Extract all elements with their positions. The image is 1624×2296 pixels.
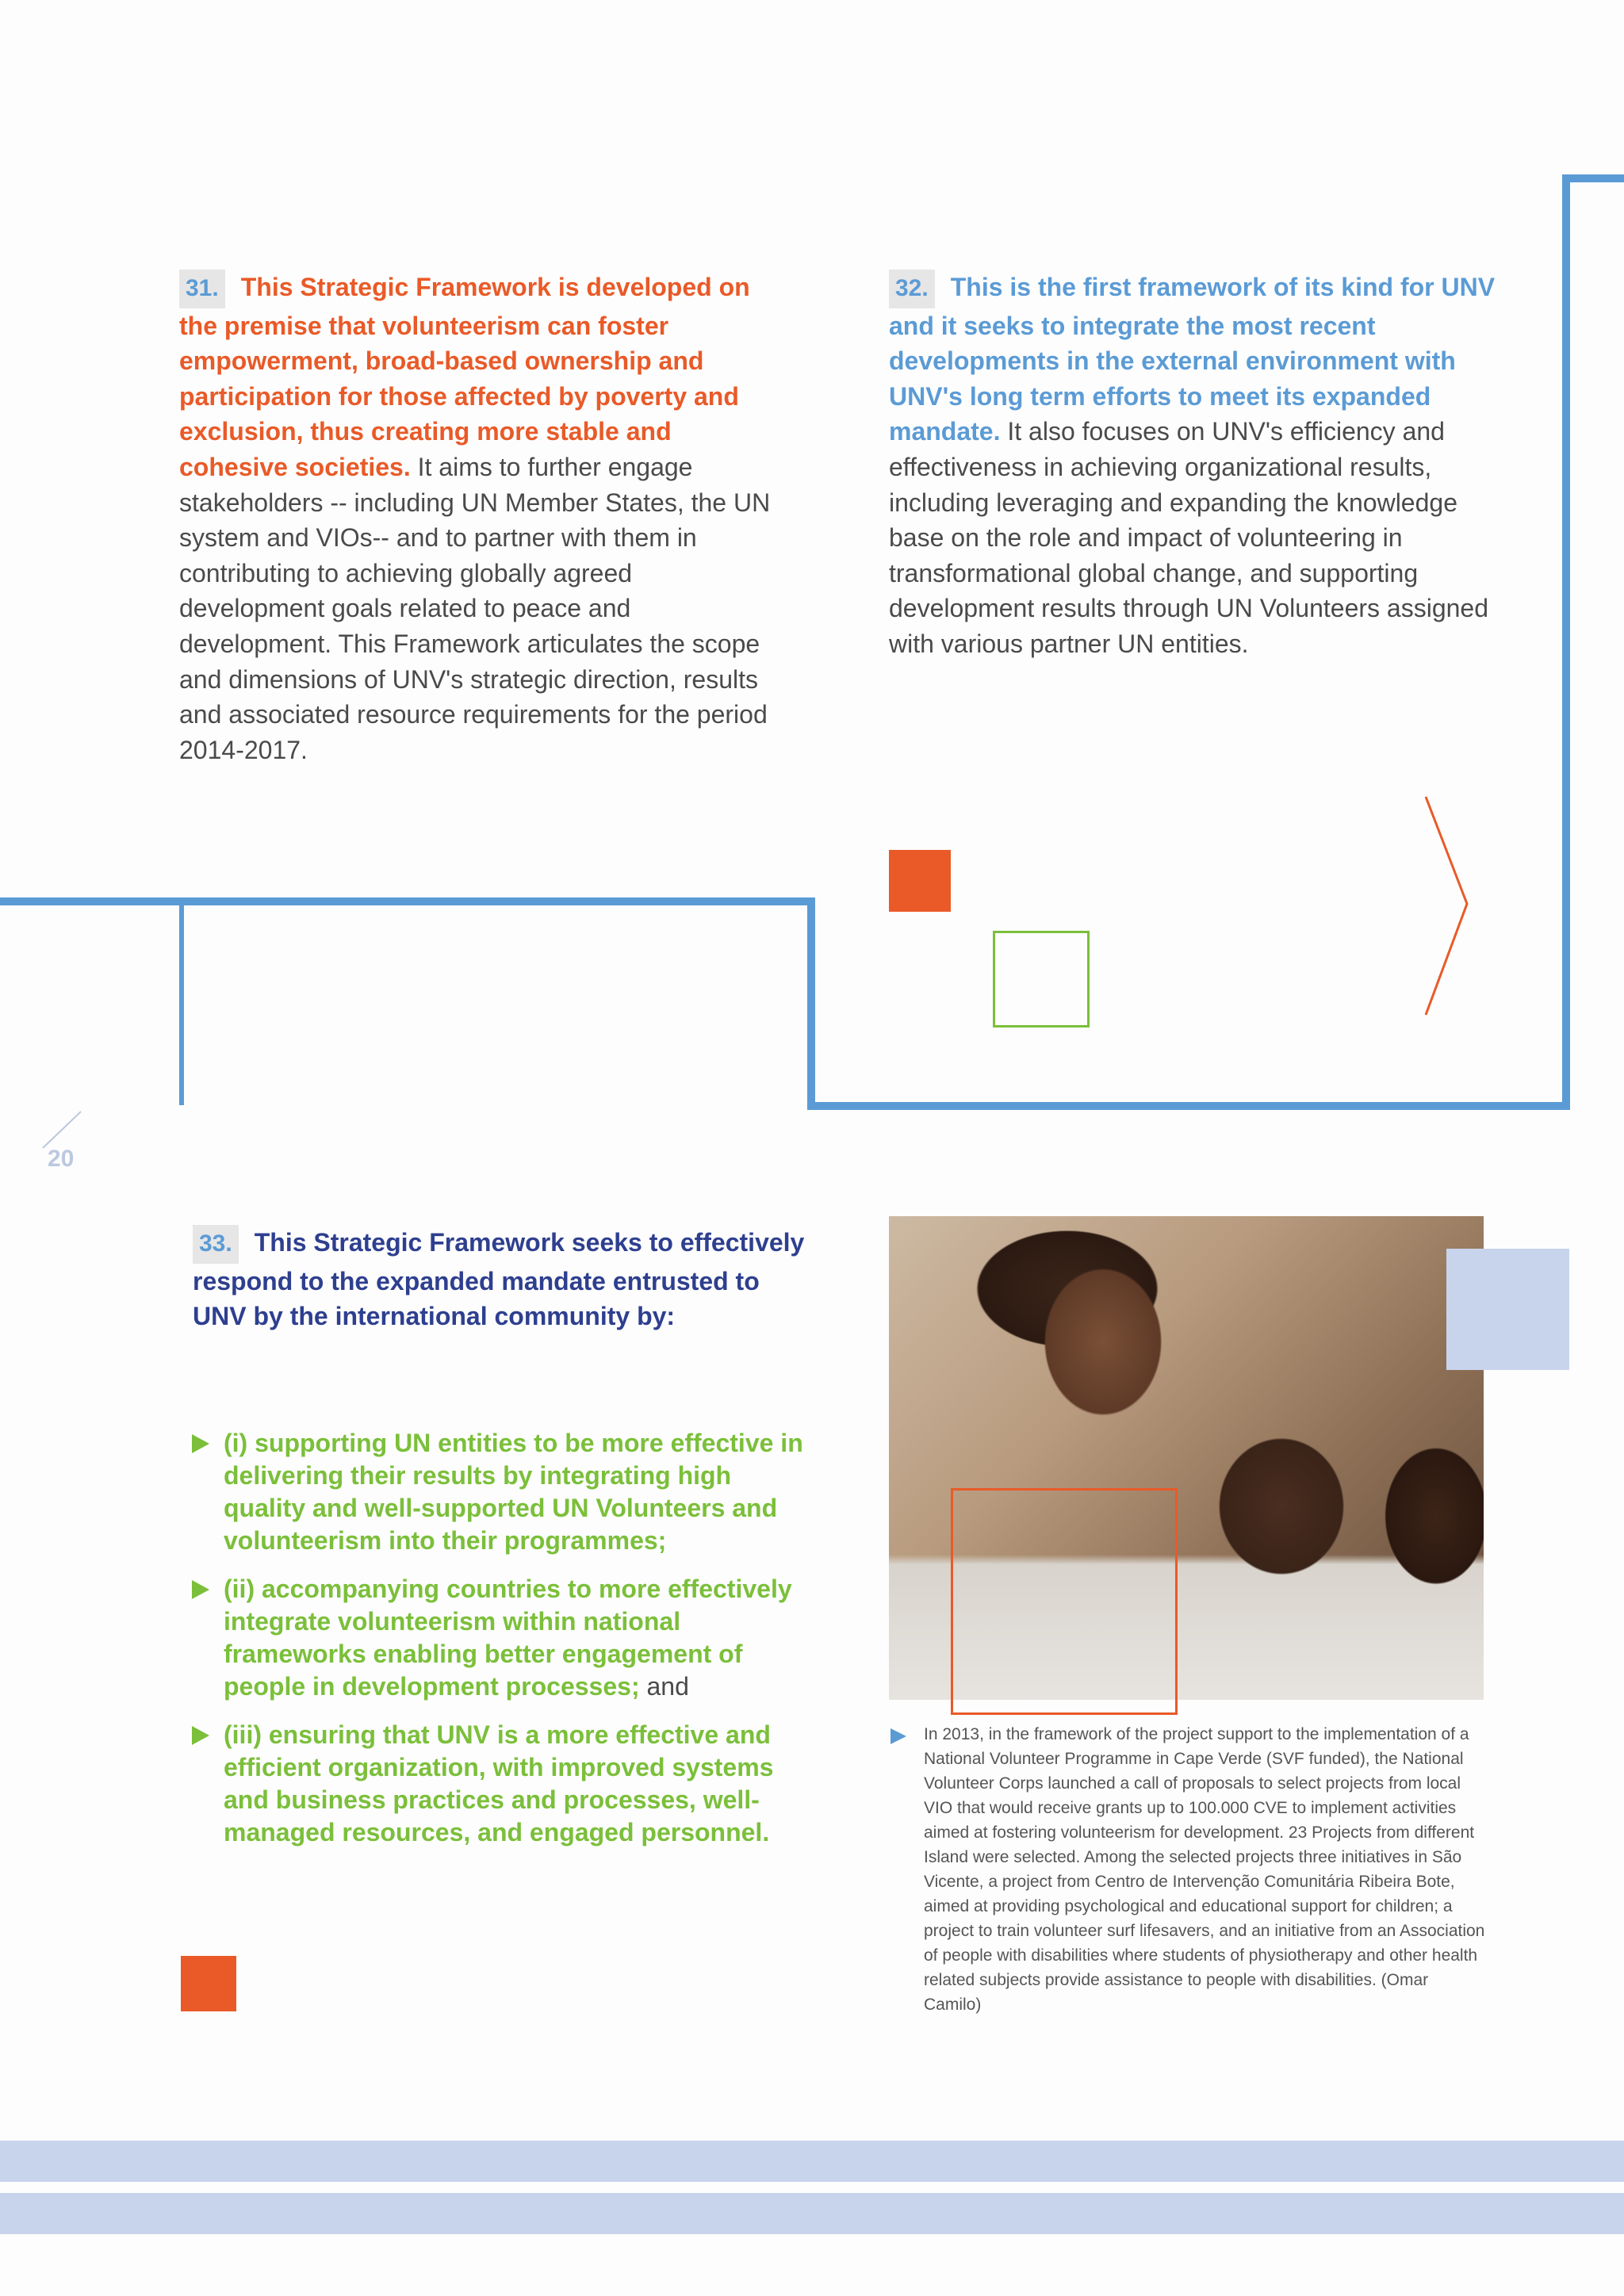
frame-line-left-vertical (179, 905, 184, 1105)
paragraph-lead: This is the first framework of its kind for UNV and it seeks to integrate the most recent developments in the external environment with UNV's long term efforts to meet its expanded mandate. (889, 273, 1496, 446)
paragraph-number: 33. (193, 1225, 239, 1264)
paragraph-32 (889, 270, 1507, 662)
triangle-bullet-icon (192, 1434, 209, 1453)
paragraph-31 (179, 270, 782, 767)
caption-triangle-icon (891, 1728, 906, 1744)
frame-line-right-vertical (1562, 174, 1570, 1110)
mandate-bullet-list (192, 1427, 810, 1865)
page-number: 20 (48, 1146, 75, 1172)
bullet-text: (ii) accompanying countries to more effectively integrate volunteerism within national frameworks enabling better engagement of people in development processes; (224, 1575, 792, 1701)
light-blue-square (1446, 1249, 1569, 1370)
green-outline-square (993, 931, 1090, 1027)
photo-orange-outline (951, 1488, 1178, 1715)
orange-square-bottom (181, 1956, 236, 2011)
frame-line-mid-vertical (807, 897, 815, 1110)
page-slash-decoration (40, 1110, 87, 1150)
paragraph-number: 31. (179, 270, 225, 308)
paragraph-body: It also focuses on UNV's efficiency and effectiveness in achieving organizational results, including leveraging and expanding the knowledge base on the role and impact of volunteering in transformational global change, and supporting development results through UN Volunteers assigned with various partner UN entities. (889, 417, 1488, 658)
frame-line-bottom-right (807, 1102, 1570, 1110)
paragraph-lead: This Strategic Framework is developed on the premise that volunteerism can foster empowerment, broad-based ownership and participation for those affected by poverty and exclusion, thus creating more stable and cohesive societies. (179, 273, 750, 481)
bullet-text: (iii) ensuring that UNV is a more effective and efficient organization, with improved systems and business practices and processes, well-managed resources, and engaged personnel. (224, 1720, 774, 1846)
paragraph-body: It aims to further engage stakeholders -- including UN Member States, the UN system and VIOs-- and to partner with them in contributing to achieving globally agreed development goals related to peace and development. This Framework articulates the scope and dimensions of UNV's strategic direction, results and associated resource requirements for the period 2014-2017. (179, 452, 771, 764)
bullet-text: (i) supporting UN entities to be more effective in delivering their results by integrating high quality and well-supported UN Volunteers and volunteerism into their programmes; (224, 1429, 803, 1555)
paragraph-33 (193, 1225, 811, 1334)
list-item (192, 1427, 810, 1557)
photo-caption: In 2013, in the framework of the project support to the implementation of a National Volunteer Programme in Cape Verde (SVF funded), the National Volunteer Corps launched a call of proposals to select projects from local VIO that would receive grants up to 100.000 CVE to implement activities aimed at fostering volunteerism for development. 23 Projects from different Island were selected. Among the selected projects three initiatives in São Vicente, a project from Centro de Intervenção Comunitária Ribeira Bote, aimed at providing psychological and educational support for children; a project to train volunteer surf lifesavers, and an initiative from an Association of people with disabilities where students of physiotherapy and other health related subjects provide assistance to people with disabilities. (Omar Camilo) (924, 1725, 1485, 2014)
triangle-bullet-icon (192, 1726, 209, 1745)
paragraph-lead: This Strategic Framework seeks to effectively respond to the expanded mandate entrusted to UNV by the international community by: (193, 1228, 805, 1331)
frame-line-right-top (1562, 174, 1624, 182)
chevron-decoration-icon (1419, 793, 1475, 1019)
list-item (192, 1719, 810, 1849)
orange-square-top (889, 850, 951, 912)
paragraph-number: 32. (889, 270, 935, 308)
triangle-bullet-icon (192, 1580, 209, 1599)
bottom-band-2 (0, 2193, 1624, 2234)
list-item (192, 1573, 810, 1703)
bottom-band-1 (0, 2141, 1624, 2182)
frame-line-left-horizontal (0, 897, 815, 905)
bullet-suffix: and (639, 1672, 689, 1701)
